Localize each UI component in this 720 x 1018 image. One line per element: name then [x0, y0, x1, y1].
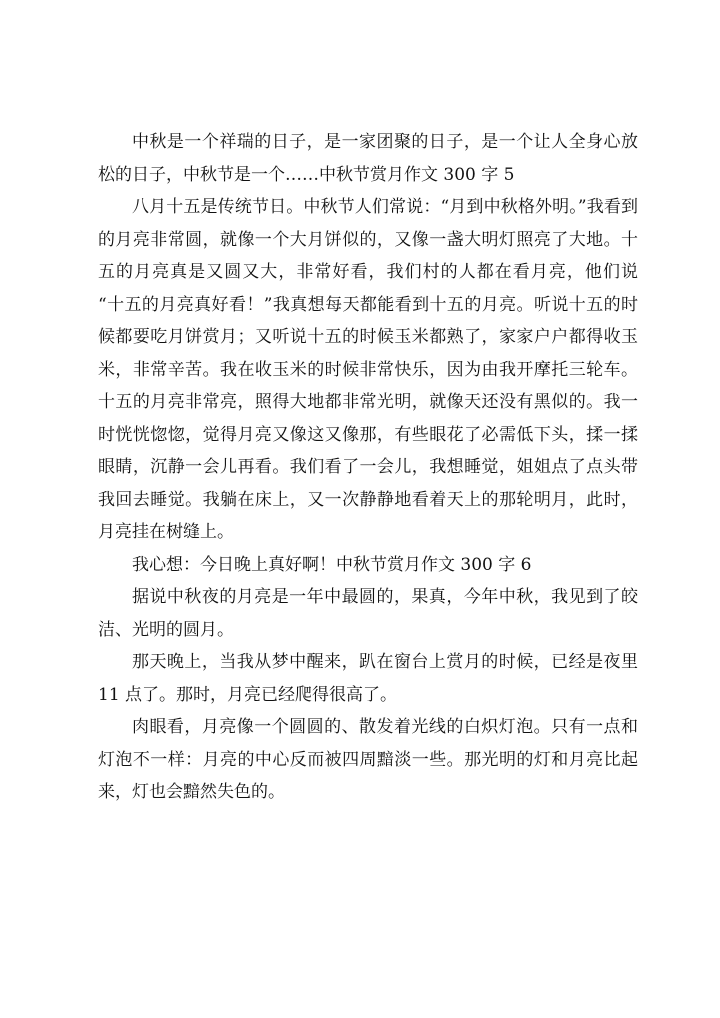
paragraph: 据说中秋夜的月亮是一年中最圆的，果真，今年中秋，我见到了皎洁、光明的圆月。 [98, 587, 638, 640]
paragraph: 中秋是一个祥瑞的日子，是一家团聚的日子，是一个让人全身心放松的日子，中秋节是一个……中秋节赏月作文 300 字 5 [98, 132, 638, 185]
paragraph: 那天晚上，当我从梦中醒来，趴在窗台上赏月的时候，已经是夜里 11 点了。那时，月亮已经爬得很高了。 [98, 652, 638, 705]
document-body [98, 126, 638, 809]
paragraph: 我心想：今日晚上真好啊！中秋节赏月作文 300 字 6 [132, 554, 532, 575]
paragraph: 肉眼看，月亮像一个圆圆的、散发着光线的白炽灯泡。只有一点和灯泡不一样：月亮的中心反而被四周黯淡一些。那光明的灯和月亮比起来，灯也会黯然失色的。 [98, 717, 638, 802]
paragraph: 八月十五是传统节日。中秋节人们常说：“月到中秋格外明。”我看到的月亮非常圆，就像一个大月饼似的，又像一盏大明灯照亮了大地。十五的月亮真是又圆又大，非常好看，我们村的人都在看月亮，他们说 “十五的月亮真好看！”我真想每天都能看到十五的月亮。听说十五的时候都要吃月饼赏月；又听说十五的时候玉米都熟了，家家户户都得收玉米，非常辛苦。我在收玉米的时候非常快乐，因为由我开摩托三轮车。十五的月亮非常亮，照得大地都非常光明，就像天还没有黑似的。我一时恍恍惚惚，觉得月亮又像这又像那，有些眼花了必需低下头，揉一揉眼睛，沉静一会儿再看。我们看了一会儿，我想睡觉，姐姐点了点头带我回去睡觉。我躺在床上，又一次静静地看着天上的那轮明月，此时，月亮挂在树缝上。 [98, 197, 638, 542]
